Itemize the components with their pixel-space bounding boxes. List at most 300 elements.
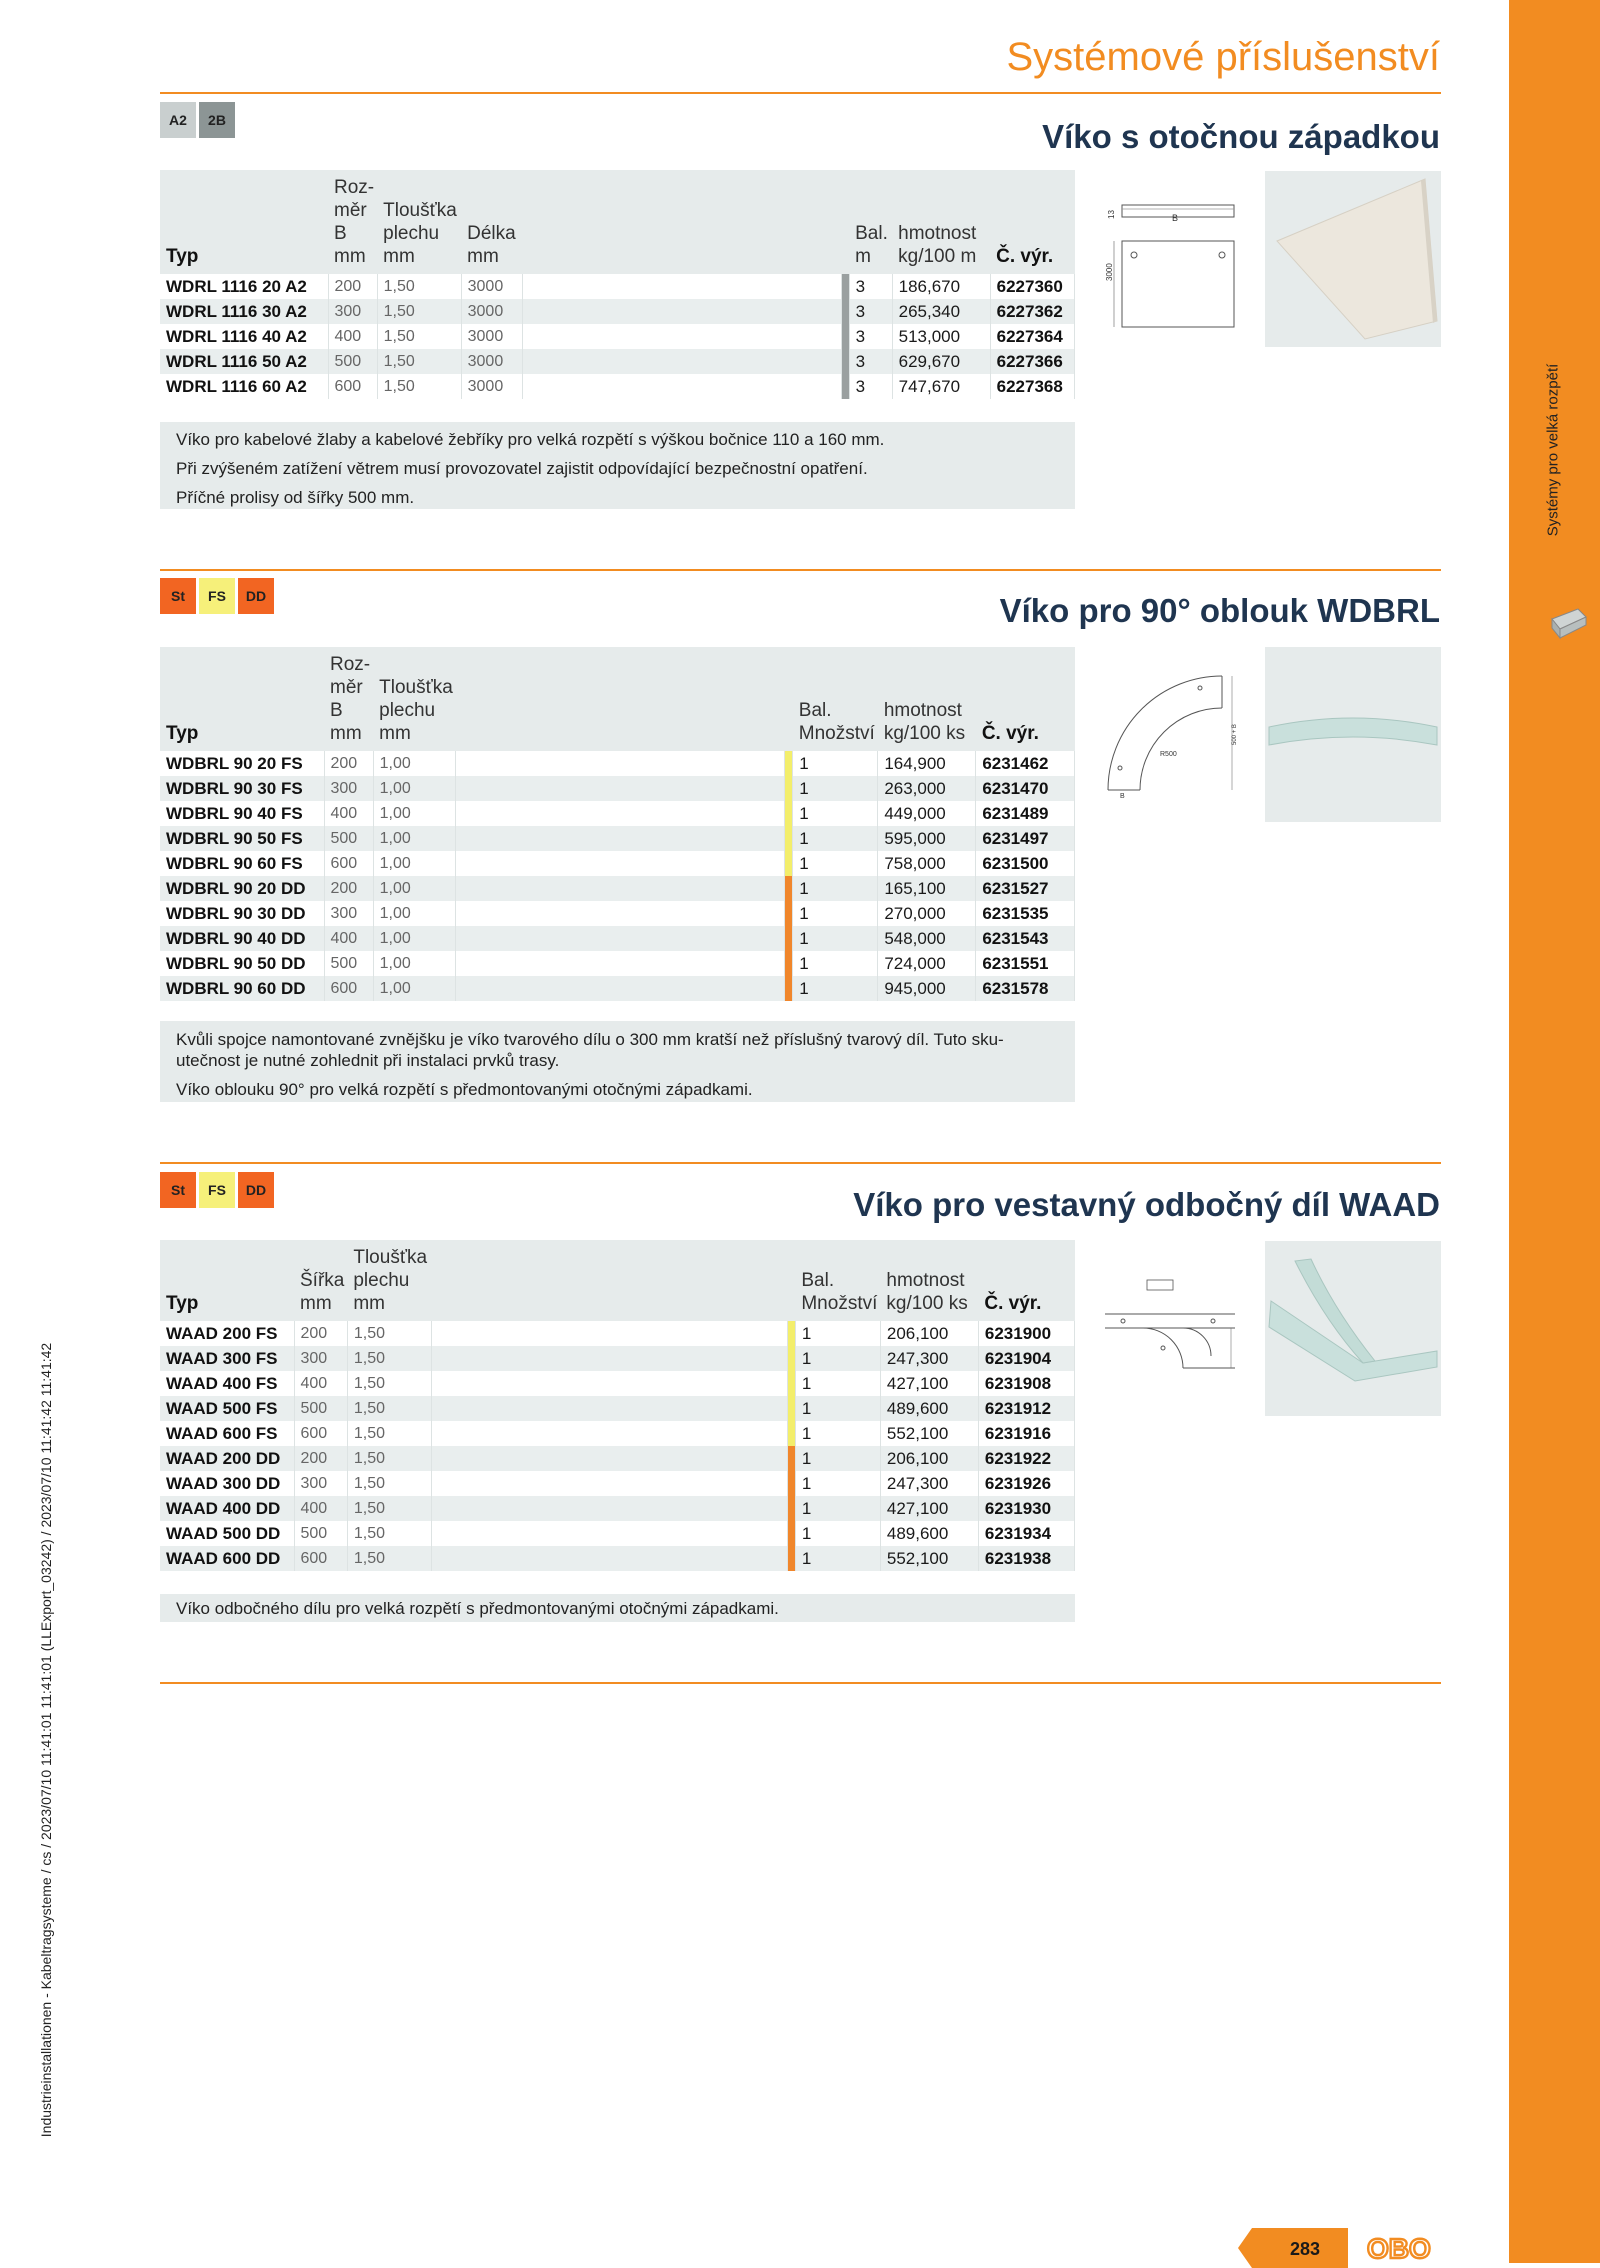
weight-value: 247,300 (880, 1471, 978, 1496)
article-number: 6231489 (976, 801, 1075, 826)
thickness-value: 1,00 (373, 951, 456, 976)
size-value: 300 (328, 299, 377, 324)
product-type: WDBRL 90 60 DD (160, 976, 324, 1001)
product-type: WAAD 500 DD (160, 1521, 294, 1546)
product-type: WAAD 400 FS (160, 1371, 294, 1396)
spacer-cell (431, 1371, 787, 1396)
material-marker (787, 1346, 795, 1371)
spacer-cell (431, 1346, 787, 1371)
drawing-label-length: 3000 (1105, 263, 1114, 281)
weight-value: 548,000 (878, 926, 976, 951)
col-article-number: Č. výr. (978, 1240, 1074, 1321)
article-number: 6231470 (976, 776, 1075, 801)
material-marker (787, 1371, 795, 1396)
col-weight: hmotnost kg/100 ks (880, 1240, 978, 1321)
material-marker (785, 776, 793, 801)
weight-value: 427,100 (880, 1496, 978, 1521)
table-row (160, 274, 1075, 299)
thickness-value: 1,50 (347, 1421, 431, 1446)
spacer-cell (456, 776, 785, 801)
page-title: Systémové příslušenství (1006, 35, 1440, 79)
material-badges (160, 102, 235, 138)
pack-value: 1 (793, 776, 878, 801)
badge-material: DD (238, 1172, 274, 1208)
col-thickness: Tloušťka plechu mm (347, 1240, 431, 1321)
article-number: 6227366 (990, 349, 1074, 374)
material-marker (785, 876, 793, 901)
product-photo (1265, 171, 1441, 347)
bend-cover-photo-illustration (1265, 647, 1441, 822)
material-marker (787, 1521, 795, 1546)
table-row (160, 751, 1075, 776)
size-value: 300 (294, 1471, 347, 1496)
article-number: 6231938 (978, 1546, 1074, 1571)
weight-value: 449,000 (878, 801, 976, 826)
product-type: WDBRL 90 60 FS (160, 851, 324, 876)
col-spacer (456, 647, 785, 751)
material-marker (787, 1471, 795, 1496)
pack-value: 1 (795, 1346, 880, 1371)
section-note (160, 1021, 1075, 1102)
weight-value: 270,000 (878, 901, 976, 926)
spacer-cell (456, 951, 785, 976)
product-type: WDBRL 90 30 DD (160, 901, 324, 926)
export-info-text: Industrieinstallationen - Kabeltragsysteme / cs / 2023/07/10 11:41:01 11:41:01 (LLExport_03242) / 2023/07/10 11:41:42 11:41:42 (38, 1342, 54, 2138)
product-type: WAAD 300 FS (160, 1346, 294, 1371)
col-spacer (522, 170, 841, 274)
pack-value: 1 (795, 1521, 880, 1546)
section-divider (160, 1682, 1441, 1684)
weight-value: 489,600 (880, 1396, 978, 1421)
thickness-value: 1,00 (373, 976, 456, 1001)
thickness-value: 1,00 (373, 776, 456, 801)
thickness-value: 1,50 (347, 1321, 431, 1346)
page-number: 283 (1290, 2239, 1321, 2259)
article-number: 6231912 (978, 1396, 1074, 1421)
size-value: 500 (324, 951, 373, 976)
badge-material: A2 (160, 102, 196, 138)
pack-value: 3 (849, 274, 892, 299)
article-number: 6231497 (976, 826, 1075, 851)
col-pack: Bal. Množství (795, 1240, 880, 1321)
product-table (160, 1240, 1075, 1571)
pack-value: 1 (795, 1396, 880, 1421)
article-number: 6231900 (978, 1321, 1074, 1346)
section-divider (160, 1162, 1441, 1164)
material-marker (785, 951, 793, 976)
product-photo (1265, 647, 1441, 822)
material-badges (160, 1172, 274, 1208)
product-type: WDBRL 90 20 FS (160, 751, 324, 776)
product-type: WAAD 400 DD (160, 1496, 294, 1521)
table-row (160, 976, 1075, 1001)
branch-cover-photo-illustration (1265, 1241, 1441, 1416)
product-type: WAAD 500 FS (160, 1396, 294, 1421)
col-typ: Typ (160, 1240, 294, 1321)
weight-value: 747,670 (892, 374, 990, 399)
product-type: WDBRL 90 50 FS (160, 826, 324, 851)
product-type: WDRL 1116 20 A2 (160, 274, 328, 299)
table-row (160, 1446, 1075, 1471)
note-line: Víko pro kabelové žlaby a kabelové žebříky pro velká rozpětí s výškou bočnice 110 a 160 mm. (176, 430, 885, 449)
spacer-cell (431, 1396, 787, 1421)
col-pack: Bal. m (849, 170, 892, 274)
col-size: Roz- měr B mm (328, 170, 377, 274)
table-row (160, 776, 1075, 801)
section-note (160, 422, 1075, 509)
article-number: 6227364 (990, 324, 1074, 349)
product-type: WAAD 600 FS (160, 1421, 294, 1446)
table-row (160, 1471, 1075, 1496)
note-line: Kvůli spojce namontované zvnějšku je víko tvarového dílu o 300 mm kratší než příslušný tvarový díl. Tuto sku- utečnost je nutné zohlednit při instalaci prvků trasy. (176, 1030, 1004, 1070)
spacer-cell (522, 274, 841, 299)
pack-value: 1 (795, 1546, 880, 1571)
thickness-value: 1,00 (373, 851, 456, 876)
article-number: 6231934 (978, 1521, 1074, 1546)
thickness-value: 1,50 (377, 324, 461, 349)
page-number-tab (1238, 2228, 1348, 2268)
spacer-cell (522, 349, 841, 374)
weight-value: 247,300 (880, 1346, 978, 1371)
material-marker (785, 801, 793, 826)
article-number: 6227368 (990, 374, 1074, 399)
col-weight: hmotnost kg/100 ks (878, 647, 976, 751)
pack-value: 1 (793, 951, 878, 976)
material-marker (785, 751, 793, 776)
weight-value: 945,000 (878, 976, 976, 1001)
product-type: WDRL 1116 30 A2 (160, 299, 328, 324)
spacer-cell (522, 299, 841, 324)
table-row (160, 876, 1075, 901)
weight-value: 552,100 (880, 1546, 978, 1571)
article-number: 6231926 (978, 1471, 1074, 1496)
size-value: 500 (294, 1396, 347, 1421)
cable-tray-icon (1548, 605, 1588, 650)
spacer-cell (522, 374, 841, 399)
material-badges (160, 578, 274, 614)
col-typ: Typ (160, 170, 328, 274)
technical-drawing-branch (1103, 1276, 1238, 1391)
product-type: WDBRL 90 40 FS (160, 801, 324, 826)
pack-value: 1 (793, 876, 878, 901)
material-marker (787, 1546, 795, 1571)
weight-value: 206,100 (880, 1446, 978, 1471)
table-row (160, 1521, 1075, 1546)
table-row (160, 1496, 1075, 1521)
pack-value: 1 (793, 826, 878, 851)
note-line: Příčné prolisy od šířky 500 mm. (176, 488, 415, 507)
size-value: 200 (328, 274, 377, 299)
spacer-cell (456, 901, 785, 926)
material-marker (787, 1496, 795, 1521)
product-photo (1265, 1241, 1441, 1416)
weight-value: 165,100 (878, 876, 976, 901)
weight-value: 513,000 (892, 324, 990, 349)
material-marker (787, 1446, 795, 1471)
pack-value: 1 (795, 1496, 880, 1521)
spacer-cell (456, 751, 785, 776)
article-number: 6231543 (976, 926, 1075, 951)
size-value: 400 (324, 801, 373, 826)
col-thickness: Tloušťka plechu mm (377, 170, 461, 274)
weight-value: 489,600 (880, 1521, 978, 1546)
material-marker (841, 274, 849, 299)
article-number: 6231930 (978, 1496, 1074, 1521)
table-row (160, 951, 1075, 976)
header-divider (160, 92, 1441, 94)
size-value: 400 (294, 1371, 347, 1396)
material-marker (841, 299, 849, 324)
article-number: 6231535 (976, 901, 1075, 926)
spacer-cell (431, 1496, 787, 1521)
article-number: 6231908 (978, 1371, 1074, 1396)
spacer-cell (456, 851, 785, 876)
section-divider (160, 569, 1441, 571)
weight-value: 265,340 (892, 299, 990, 324)
thickness-value: 1,50 (377, 274, 461, 299)
spacer-cell (431, 1521, 787, 1546)
weight-value: 758,000 (878, 851, 976, 876)
material-marker (787, 1321, 795, 1346)
weight-value: 263,000 (878, 776, 976, 801)
material-marker (841, 349, 849, 374)
article-number: 6231551 (976, 951, 1075, 976)
col-pack: Bal. Množství (793, 647, 878, 751)
col-article-number: Č. výr. (976, 647, 1075, 751)
table-row (160, 1346, 1075, 1371)
pack-value: 1 (795, 1421, 880, 1446)
weight-value: 164,900 (878, 751, 976, 776)
drawing-label-b: B (1172, 213, 1179, 223)
thickness-value: 1,50 (377, 299, 461, 324)
col-typ: Typ (160, 647, 324, 751)
note-line: Při zvýšeném zatížení větrem musí provozovatel zajistit odpovídající bezpečnostní opatření. (176, 459, 868, 478)
spacer-cell (456, 976, 785, 1001)
size-value: 300 (324, 901, 373, 926)
size-value: 200 (324, 751, 373, 776)
col-marker (841, 170, 849, 274)
product-table (160, 647, 1075, 1001)
pack-value: 3 (849, 324, 892, 349)
product-type: WDBRL 90 50 DD (160, 951, 324, 976)
logo-text: OBO (1367, 2233, 1431, 2263)
badge-material: FS (199, 1172, 235, 1208)
article-number: 6231500 (976, 851, 1075, 876)
thickness-value: 1,00 (373, 876, 456, 901)
length-value: 3000 (461, 299, 522, 324)
size-value: 500 (328, 349, 377, 374)
thickness-value: 1,00 (373, 926, 456, 951)
weight-value: 206,100 (880, 1321, 978, 1346)
product-type: WDRL 1116 40 A2 (160, 324, 328, 349)
thickness-value: 1,00 (373, 801, 456, 826)
material-marker (787, 1396, 795, 1421)
size-value: 400 (328, 324, 377, 349)
table-row (160, 374, 1075, 399)
thickness-value: 1,00 (373, 826, 456, 851)
thickness-value: 1,50 (377, 349, 461, 374)
material-marker (785, 926, 793, 951)
pack-value: 1 (793, 926, 878, 951)
size-value: 500 (294, 1521, 347, 1546)
thickness-value: 1,50 (347, 1471, 431, 1496)
cover-photo-illustration (1265, 171, 1441, 347)
pack-value: 1 (795, 1471, 880, 1496)
table-row (160, 1396, 1075, 1421)
pack-value: 1 (793, 976, 878, 1001)
col-article-number: Č. výr. (990, 170, 1074, 274)
pack-value: 1 (793, 801, 878, 826)
pack-value: 1 (793, 901, 878, 926)
section-title: Víko pro 90° oblouk WDBRL (999, 592, 1440, 629)
size-value: 600 (328, 374, 377, 399)
material-marker (785, 901, 793, 926)
product-type: WDRL 1116 60 A2 (160, 374, 328, 399)
drawing-label-height: 13 (1107, 210, 1116, 219)
obo-logo (1365, 2233, 1441, 2263)
size-value: 400 (294, 1496, 347, 1521)
product-type: WDRL 1116 50 A2 (160, 349, 328, 374)
size-value: 600 (324, 976, 373, 1001)
product-type: WAAD 300 DD (160, 1471, 294, 1496)
article-number: 6231527 (976, 876, 1075, 901)
table-row (160, 801, 1075, 826)
col-thickness: Tloušťka plechu mm (373, 647, 456, 751)
spacer-cell (456, 801, 785, 826)
thickness-value: 1,00 (373, 751, 456, 776)
material-marker (785, 851, 793, 876)
weight-value: 724,000 (878, 951, 976, 976)
col-size: Roz- měr B mm (324, 647, 373, 751)
thickness-value: 1,50 (347, 1446, 431, 1471)
product-type: WDBRL 90 40 DD (160, 926, 324, 951)
table-row (160, 324, 1075, 349)
spacer-cell (456, 876, 785, 901)
badge-material: St (160, 1172, 196, 1208)
col-marker (787, 1240, 795, 1321)
col-length: Délka mm (461, 170, 522, 274)
length-value: 3000 (461, 374, 522, 399)
table-row (160, 1421, 1075, 1446)
spacer-cell (456, 826, 785, 851)
thickness-value: 1,50 (347, 1521, 431, 1546)
pack-value: 1 (795, 1321, 880, 1346)
col-spacer (431, 1240, 787, 1321)
material-marker (787, 1421, 795, 1446)
note-line: Víko odbočného dílu pro velká rozpětí s předmontovanými otočnými západkami. (176, 1599, 779, 1618)
weight-value: 552,100 (880, 1421, 978, 1446)
material-marker (841, 324, 849, 349)
badge-material: St (160, 578, 196, 614)
col-width: Šířka mm (294, 1240, 347, 1321)
spacer-cell (431, 1546, 787, 1571)
material-marker (841, 374, 849, 399)
right-color-bar (1509, 0, 1600, 2263)
size-value: 300 (294, 1346, 347, 1371)
product-table (160, 170, 1075, 399)
table-row (160, 826, 1075, 851)
thickness-value: 1,50 (347, 1496, 431, 1521)
size-value: 300 (324, 776, 373, 801)
table-row (160, 851, 1075, 876)
drawing-label-radius: R500 (1160, 751, 1177, 758)
table-row (160, 299, 1075, 324)
pack-value: 3 (849, 349, 892, 374)
drawing-label-dimension: 500 + B (1232, 724, 1238, 745)
size-value: 600 (294, 1546, 347, 1571)
pack-value: 3 (849, 374, 892, 399)
technical-drawing-cover (1104, 183, 1239, 333)
pack-value: 1 (793, 851, 878, 876)
product-type: WDBRL 90 20 DD (160, 876, 324, 901)
table-row (160, 349, 1075, 374)
article-number: 6227360 (990, 274, 1074, 299)
note-line: Víko oblouku 90° pro velká rozpětí s předmontovanými otočnými západkami. (176, 1080, 753, 1099)
weight-value: 629,670 (892, 349, 990, 374)
thickness-value: 1,50 (347, 1546, 431, 1571)
spacer-cell (456, 926, 785, 951)
table-row (160, 1371, 1075, 1396)
pack-value: 1 (795, 1371, 880, 1396)
pack-value: 3 (849, 299, 892, 324)
size-value: 600 (324, 851, 373, 876)
size-value: 200 (294, 1446, 347, 1471)
thickness-value: 1,50 (377, 374, 461, 399)
product-type: WAAD 200 DD (160, 1446, 294, 1471)
material-marker (785, 976, 793, 1001)
badge-material: DD (238, 578, 274, 614)
article-number: 6231462 (976, 751, 1075, 776)
spacer-cell (431, 1446, 787, 1471)
section-note (160, 1594, 1075, 1622)
length-value: 3000 (461, 274, 522, 299)
size-value: 500 (324, 826, 373, 851)
length-value: 3000 (461, 349, 522, 374)
badge-material: 2B (199, 102, 235, 138)
weight-value: 186,670 (892, 274, 990, 299)
badge-material: FS (199, 578, 235, 614)
col-weight: hmotnost kg/100 m (892, 170, 990, 274)
article-number: 6231922 (978, 1446, 1074, 1471)
col-marker (785, 647, 793, 751)
pack-value: 1 (795, 1446, 880, 1471)
article-number: 6231904 (978, 1346, 1074, 1371)
weight-value: 595,000 (878, 826, 976, 851)
product-type: WDBRL 90 30 FS (160, 776, 324, 801)
table-row (160, 1546, 1075, 1571)
table-row (160, 1321, 1075, 1346)
spacer-cell (431, 1321, 787, 1346)
section-title: Víko s otočnou západkou (1042, 118, 1440, 155)
sidebar-chapter-label: Systémy pro velká rozpětí (1544, 363, 1562, 537)
size-value: 200 (324, 876, 373, 901)
spacer-cell (431, 1471, 787, 1496)
section-title: Víko pro vestavný odbočný díl WAAD (853, 1186, 1440, 1223)
size-value: 600 (294, 1421, 347, 1446)
weight-value: 427,100 (880, 1371, 978, 1396)
technical-drawing-bend (1100, 668, 1240, 798)
table-row (160, 926, 1075, 951)
table-row (160, 901, 1075, 926)
length-value: 3000 (461, 324, 522, 349)
product-type: WAAD 200 FS (160, 1321, 294, 1346)
product-type: WAAD 600 DD (160, 1546, 294, 1571)
material-marker (785, 826, 793, 851)
thickness-value: 1,50 (347, 1371, 431, 1396)
pack-value: 1 (793, 751, 878, 776)
size-value: 200 (294, 1321, 347, 1346)
article-number: 6231578 (976, 976, 1075, 1001)
